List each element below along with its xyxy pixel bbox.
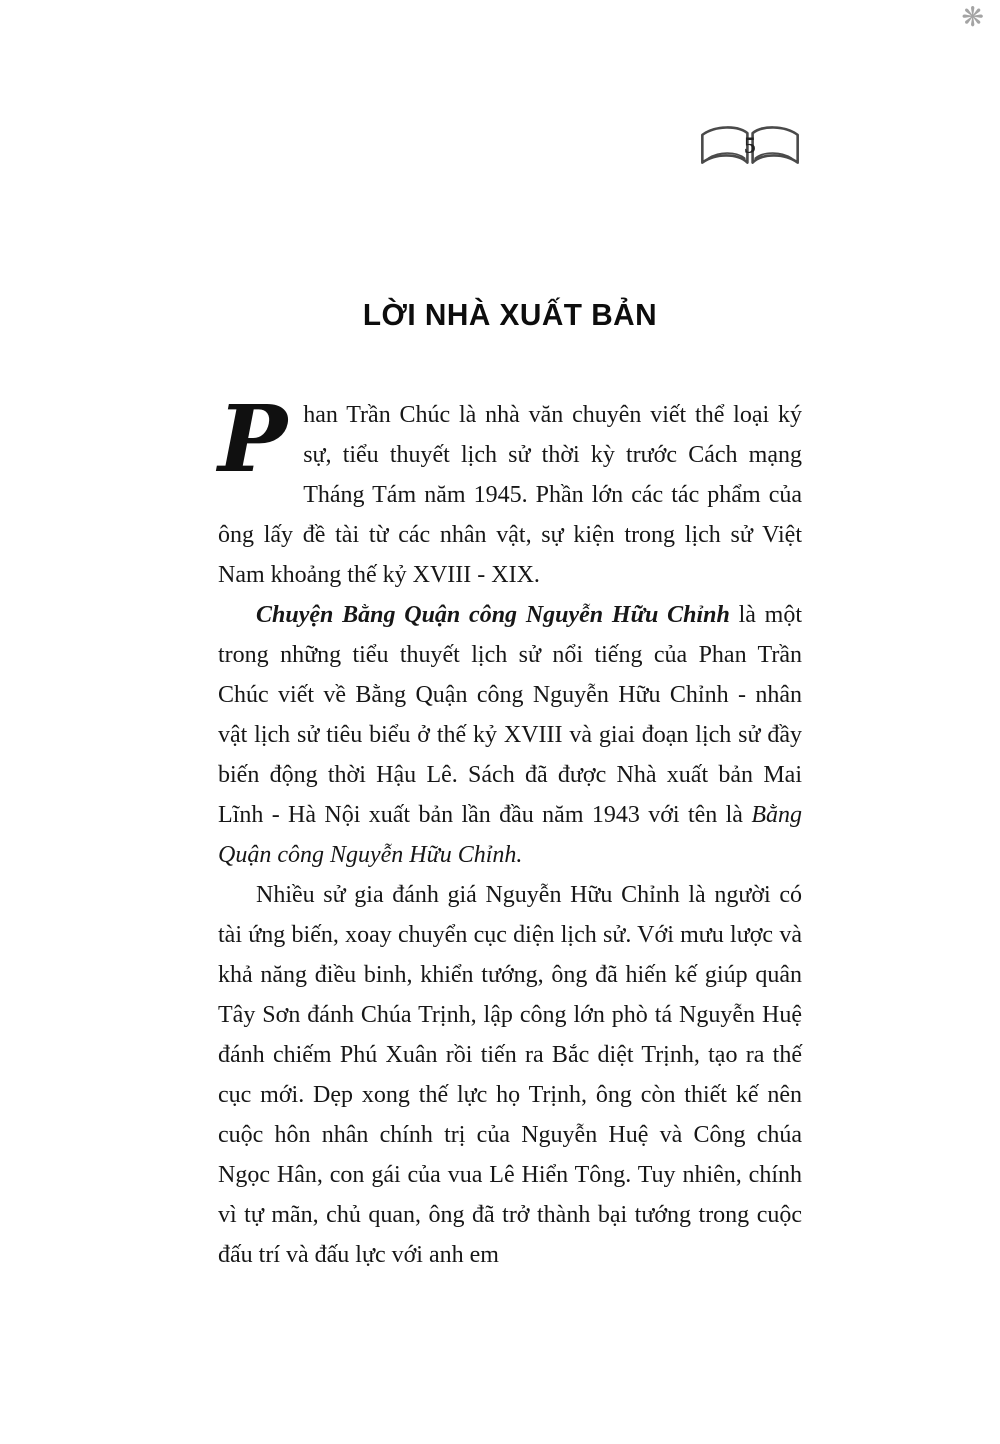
- paragraph-book-description: [218, 595, 802, 875]
- paragraph-historian-assessment-text: Nhiều sử gia đánh giá Nguyễn Hữu Chỉnh là người có tài ứng biến, xoay chuyển cục diện lịch sử. Với mưu lược và khả năng điều binh, khiển tướng, ông đã hiến kế giúp quân Tây Sơn đánh Chúa Trịnh, lập công lớn phò tá Nguyễn Huệ đánh chiếm Phú Xuân rồi tiến ra Bắc diệt Trịnh, tạo ra thế cục mới. Dẹp xong thế lực họ Trịnh, ông còn thiết kế nên cuộc hôn nhân chính trị của Nguyễn Huệ và Công chúa Ngọc Hân, con gái của vua Lê Hiển Tông. Tuy nhiên, chính vì tự mãn, chủ quan, ông đã trở thành bại tướng trong cuộc đấu trí và đấu lực với anh em: [218, 882, 802, 1268]
- paragraph-book-description-text: là một trong những tiểu thuyết lịch sử nổi tiếng của Phan Trần Chúc viết về Bằng Quận công Nguyễn Hữu Chỉnh - nhân vật lịch sử tiêu biểu ở thế kỷ XVIII và giai đoạn lịch sử đầy biến động thời Hậu Lê. Sách đã được Nhà xuất bản Mai Lĩnh - Hà Nội xuất bản lần đầu năm 1943 với tên là: [218, 602, 803, 828]
- chapter-title: LỜI NHÀ XUẤT BẢN: [362, 297, 658, 332]
- text-column: [218, 0, 802, 1275]
- body-text: [218, 385, 803, 1275]
- paragraph-intro-text: han Trần Chúc là nhà văn chuyên viết thể loại ký sự, tiểu thuyết lịch sử thời kỳ trước Cách mạng Tháng Tám năm 1945. Phần lớn các tác phẩm của ông lấy đề tài từ các nhân vật, sự kiện trong lịch sử Việt Nam khoảng thế kỷ XVIII - XIX.: [218, 402, 802, 588]
- paragraph-intro: [218, 385, 802, 595]
- flower-icon: ❋: [961, 2, 984, 32]
- book-title-emphasis: Chuyện Bằng Quận công Nguyễn Hữu Chỉnh: [256, 602, 730, 628]
- drop-cap-letter: P: [218, 385, 288, 493]
- page-number: 5: [744, 133, 756, 158]
- paragraph-historian-assessment: [218, 875, 802, 1275]
- book-title-italic: Bằng Quận công Nguyễn Hữu Chỉnh.: [218, 802, 802, 868]
